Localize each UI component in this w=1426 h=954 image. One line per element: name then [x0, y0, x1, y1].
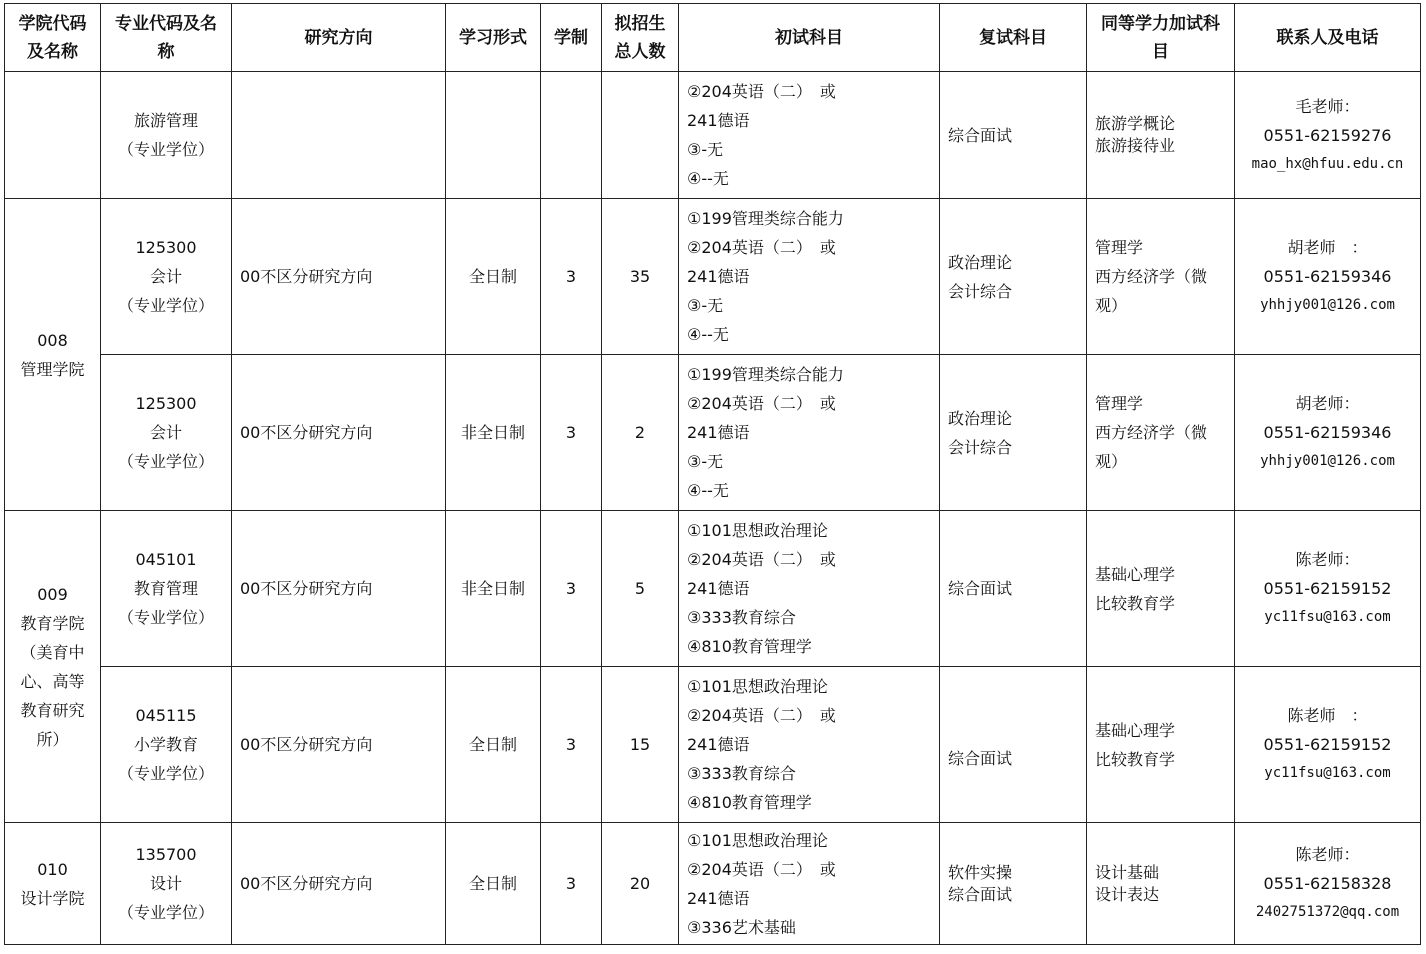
count-cell: 2 — [602, 355, 679, 511]
count-cell: 20 — [602, 823, 679, 945]
exams-cell: ①101思想政治理论 ②204英语（二） 或 241德语 ③333教育综合 ④810教育管理学 — [679, 511, 940, 667]
retest-cell: 综合面试 — [940, 72, 1087, 199]
years-cell: 3 — [541, 511, 602, 667]
direction-cell: 00不区分研究方向 — [232, 199, 446, 355]
major-cell: 125300 会计 （专业学位） — [101, 355, 232, 511]
years-cell: 3 — [541, 667, 602, 823]
header-years: 学制 — [541, 4, 602, 72]
major-cell: 旅游管理 （专业学位） — [101, 72, 232, 199]
header-study-form: 学习形式 — [446, 4, 541, 72]
retest-cell: 综合面试 — [940, 667, 1087, 823]
header-contact: 联系人及电话 — [1235, 4, 1421, 72]
table-row — [5, 667, 1421, 823]
direction-cell: 00不区分研究方向 — [232, 667, 446, 823]
header-college: 学院代码及名称 — [5, 4, 101, 72]
college-cell-009: 009 教育学院 （美育中 心、高等 教育研究 所） — [5, 511, 101, 823]
header-enrollment: 拟招生总人数 — [602, 4, 679, 72]
exams-cell: ①101思想政治理论 ②204英语（二） 或 241德语 ③333教育综合 ④810教育管理学 — [679, 667, 940, 823]
header-initial-exam: 初试科目 — [679, 4, 940, 72]
form-cell — [446, 72, 541, 199]
header-row — [5, 4, 1421, 72]
extra-cell: 基础心理学 比较教育学 — [1087, 511, 1235, 667]
direction-cell — [232, 72, 446, 199]
contact-cell: 胡老师： 0551-62159346 yhhjy001@126.com — [1235, 355, 1421, 511]
years-cell: 3 — [541, 823, 602, 945]
form-cell: 全日制 — [446, 667, 541, 823]
exams-cell: ①199管理类综合能力 ②204英语（二） 或 241德语 ③-无 ④--无 — [679, 355, 940, 511]
contact-cell: 陈老师： 0551-62158328 2402751372@qq.com — [1235, 823, 1421, 945]
contact-cell: 陈老师： 0551-62159152 yc11fsu@163.com — [1235, 511, 1421, 667]
count-cell: 15 — [602, 667, 679, 823]
years-cell: 3 — [541, 355, 602, 511]
direction-cell: 00不区分研究方向 — [232, 823, 446, 945]
contact-cell: 胡老师 ： 0551-62159346 yhhjy001@126.com — [1235, 199, 1421, 355]
header-direction: 研究方向 — [232, 4, 446, 72]
table-row — [5, 823, 1421, 945]
exams-cell: ②204英语（二） 或 241德语 ③-无 ④--无 — [679, 72, 940, 199]
retest-cell: 政治理论 会计综合 — [940, 199, 1087, 355]
form-cell: 全日制 — [446, 199, 541, 355]
form-cell: 全日制 — [446, 823, 541, 945]
table-row — [5, 511, 1421, 667]
table-row — [5, 72, 1421, 199]
extra-cell: 管理学 西方经济学（微 观） — [1087, 199, 1235, 355]
retest-cell: 软件实操 综合面试 — [940, 823, 1087, 945]
college-cell-008: 008 管理学院 — [5, 199, 101, 511]
exams-cell: ①199管理类综合能力 ②204英语（二） 或 241德语 ③-无 ④--无 — [679, 199, 940, 355]
college-cell-010: 010 设计学院 — [5, 823, 101, 945]
extra-cell: 管理学 西方经济学（微 观） — [1087, 355, 1235, 511]
major-cell: 045101 教育管理 （专业学位） — [101, 511, 232, 667]
admissions-table — [4, 3, 1421, 945]
extra-cell: 设计基础 设计表达 — [1087, 823, 1235, 945]
header-major: 专业代码及名称 — [101, 4, 232, 72]
form-cell: 非全日制 — [446, 511, 541, 667]
years-cell — [541, 72, 602, 199]
direction-cell: 00不区分研究方向 — [232, 511, 446, 667]
direction-cell: 00不区分研究方向 — [232, 355, 446, 511]
contact-cell: 陈老师 ： 0551-62159152 yc11fsu@163.com — [1235, 667, 1421, 823]
count-cell: 5 — [602, 511, 679, 667]
count-cell: 35 — [602, 199, 679, 355]
exams-cell: ①101思想政治理论 ②204英语（二） 或 241德语 ③336艺术基础 — [679, 823, 940, 945]
extra-cell: 基础心理学 比较教育学 — [1087, 667, 1235, 823]
table-row — [5, 355, 1421, 511]
table-row — [5, 199, 1421, 355]
extra-cell: 旅游学概论 旅游接待业 — [1087, 72, 1235, 199]
form-cell: 非全日制 — [446, 355, 541, 511]
contact-cell: 毛老师： 0551-62159276 mao_hx@hfuu.edu.cn — [1235, 72, 1421, 199]
major-cell: 125300 会计 （专业学位） — [101, 199, 232, 355]
college-cell-empty — [5, 72, 101, 199]
years-cell: 3 — [541, 199, 602, 355]
major-cell: 045115 小学教育 （专业学位） — [101, 667, 232, 823]
header-extra-exam: 同等学力加试科目 — [1087, 4, 1235, 72]
count-cell — [602, 72, 679, 199]
retest-cell: 综合面试 — [940, 511, 1087, 667]
retest-cell: 政治理论 会计综合 — [940, 355, 1087, 511]
major-cell: 135700 设计 （专业学位） — [101, 823, 232, 945]
admissions-table-wrapper — [4, 3, 1421, 945]
header-retest: 复试科目 — [940, 4, 1087, 72]
